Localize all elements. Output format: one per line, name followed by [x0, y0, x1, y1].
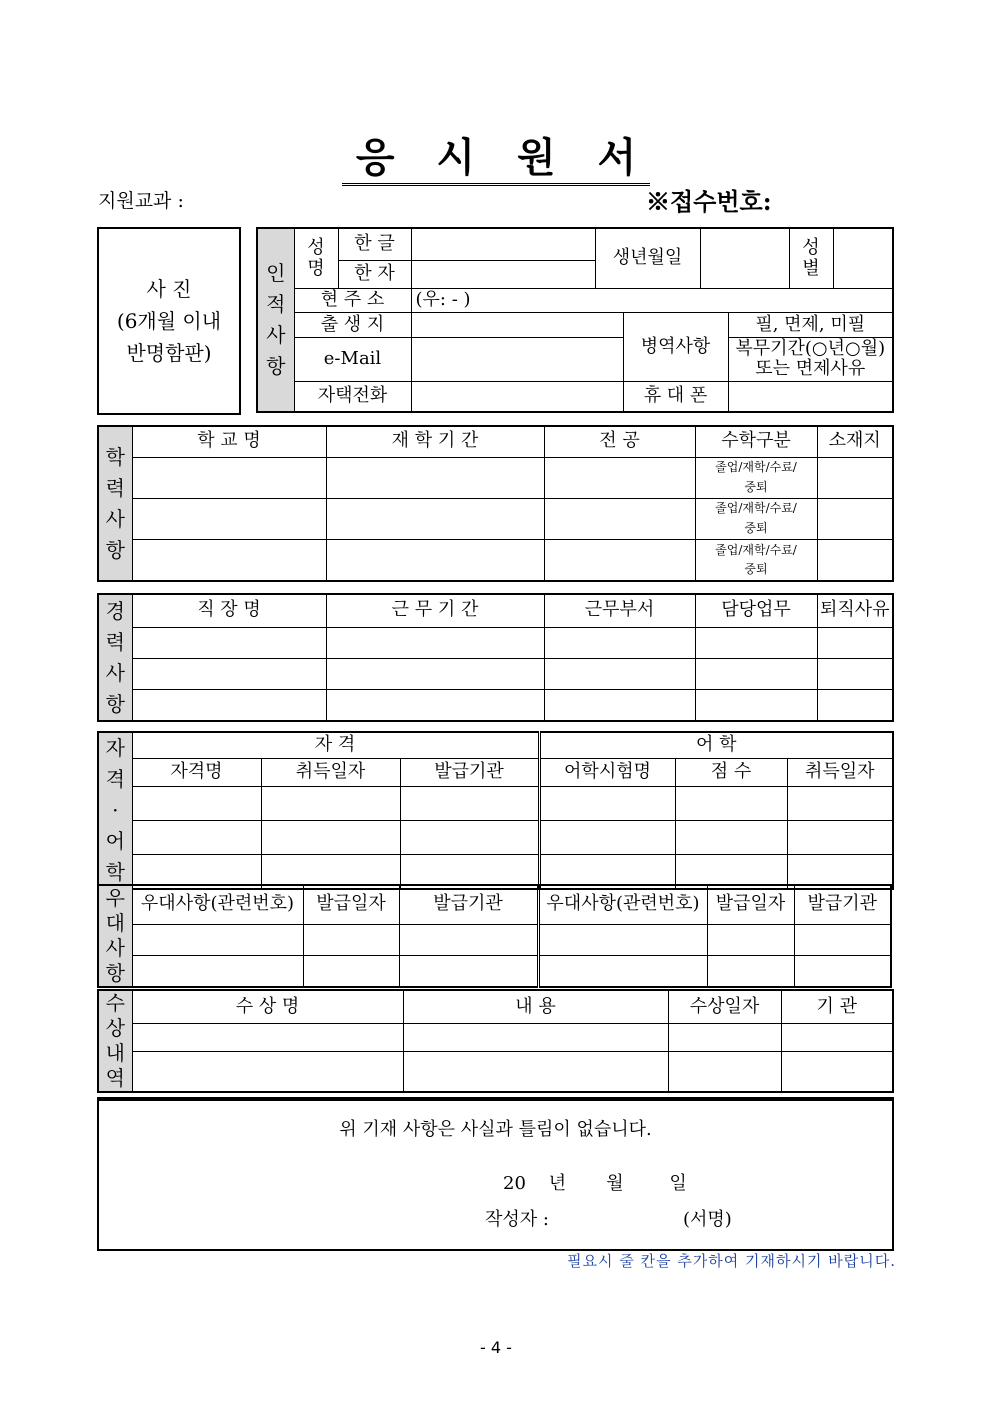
edu-major-field[interactable] [544, 498, 695, 539]
edu-major-field[interactable] [544, 457, 695, 498]
pref-field[interactable] [707, 956, 794, 987]
edu-status-field[interactable]: 졸업/재학/수료/ 중퇴 [695, 539, 817, 581]
career-header-duty: 담당업무 [695, 594, 817, 627]
certification-box [97, 1097, 894, 1251]
certification-date[interactable]: 20 년 월 일 [503, 1173, 687, 1194]
award-header-date: 수상일자 [668, 990, 781, 1023]
military-options[interactable]: 필, 면제, 미필 [728, 313, 893, 337]
edu-status-field[interactable]: 졸업/재학/수료/ 중퇴 [695, 457, 817, 498]
table-row [98, 924, 891, 955]
name-label: 성 명 [294, 228, 338, 289]
award-field[interactable] [781, 1023, 893, 1051]
home-phone-label: 자택전화 [294, 382, 411, 412]
table-row [98, 1051, 893, 1092]
qual-field[interactable] [132, 820, 261, 854]
lang-field[interactable] [787, 820, 893, 854]
qual-header-name: 자격명 [132, 758, 261, 786]
career-field[interactable] [132, 689, 326, 721]
edu-location-field[interactable] [817, 457, 893, 498]
edu-location-field[interactable] [817, 539, 893, 581]
qualification-section-header: 자 격 · 어 학 [98, 732, 132, 889]
photo-note-1: (6개월 이내 [116, 309, 222, 333]
pref-header-date-2: 발급일자 [707, 885, 794, 924]
pref-header-item: 우대사항(관련번호) [132, 885, 303, 924]
pref-header-issuer: 발급기관 [399, 885, 538, 924]
career-header-company: 직 장 명 [132, 594, 326, 627]
home-phone-field[interactable] [411, 382, 623, 412]
pref-header-item-2: 우대사항(관련번호) [538, 885, 707, 924]
table-row [98, 787, 893, 821]
award-header-name: 수 상 명 [132, 990, 403, 1023]
table-row [98, 457, 893, 498]
edu-header-location: 소재지 [817, 426, 893, 457]
career-field[interactable] [326, 627, 544, 658]
language-group-header: 어 학 [539, 732, 893, 758]
awards-table [97, 989, 894, 1093]
personal-info-table [256, 227, 894, 413]
page-number: - 4 - [480, 1338, 512, 1357]
photo-note-2: 반명함판) [126, 341, 212, 365]
edu-header-major: 전 공 [544, 426, 695, 457]
qual-field[interactable] [261, 787, 400, 821]
lang-field[interactable] [539, 820, 675, 854]
edu-location-field[interactable] [817, 498, 893, 539]
career-field[interactable] [544, 658, 695, 689]
gender-label: 성 별 [789, 228, 833, 289]
qualification-group-header: 자 격 [132, 732, 539, 758]
mobile-label: 휴 대 폰 [623, 382, 728, 412]
award-header-content: 내 용 [403, 990, 668, 1023]
education-table [97, 425, 894, 582]
edu-period-field[interactable] [326, 498, 544, 539]
email-label: e-Mail [294, 337, 411, 381]
military-reason-text: 또는 면제사유 [755, 358, 866, 380]
edu-header-status: 수학구분 [695, 426, 817, 457]
personal-section-header: 인 적 사 항 [257, 228, 294, 412]
table-row [98, 956, 891, 987]
award-header-org: 기 관 [781, 990, 893, 1023]
subject-label: 지원교과 : [98, 190, 184, 212]
lang-field[interactable] [787, 787, 893, 821]
award-field[interactable] [668, 1023, 781, 1051]
document-title: 응 시 원 서 [0, 126, 992, 183]
address-field[interactable]: (우: - ) [411, 289, 893, 313]
career-header-period: 근 무 기 간 [326, 594, 544, 627]
lang-field[interactable] [539, 787, 675, 821]
name-hangul-field[interactable] [411, 228, 595, 260]
qual-field[interactable] [132, 787, 261, 821]
career-section-header: 경 력 사 항 [98, 594, 132, 721]
footnote: 필요시 줄 칸을 추가하여 기재하시기 바랍니다. [567, 1252, 896, 1270]
edu-header-period: 재 학 기 간 [326, 426, 544, 457]
table-row [98, 627, 893, 658]
career-field[interactable] [695, 689, 817, 721]
pref-field[interactable] [538, 956, 707, 987]
preference-section-header: 우 대 사 항 [98, 885, 132, 987]
career-field[interactable] [817, 627, 893, 658]
award-field[interactable] [132, 1023, 403, 1051]
signature-label[interactable]: (서명) [683, 1209, 732, 1230]
table-row [98, 498, 893, 539]
birthplace-label: 출 생 지 [294, 313, 411, 337]
photo-label: 사 진 [146, 277, 192, 301]
mobile-field[interactable] [728, 382, 893, 412]
table-row [98, 689, 893, 721]
receipt-number-label: ※접수번호: [646, 187, 772, 216]
pref-field[interactable] [399, 924, 538, 955]
hanja-label: 한 자 [338, 260, 411, 288]
career-table [97, 593, 894, 722]
photo-box[interactable] [97, 227, 241, 415]
award-field[interactable] [781, 1051, 893, 1092]
awards-section-header: 수 상 내 역 [98, 990, 132, 1092]
lang-header-score: 점 수 [675, 758, 787, 786]
pref-field[interactable] [794, 924, 891, 955]
birth-label: 생년월일 [595, 228, 700, 289]
career-field[interactable] [817, 689, 893, 721]
pref-field[interactable] [303, 924, 399, 955]
pref-field[interactable] [399, 956, 538, 987]
career-field[interactable] [544, 689, 695, 721]
pref-field[interactable] [707, 924, 794, 955]
career-field[interactable] [132, 658, 326, 689]
qual-field[interactable] [400, 820, 539, 854]
lang-field[interactable] [675, 787, 787, 821]
lang-header-test: 어학시험명 [539, 758, 675, 786]
military-label: 병역사항 [623, 313, 728, 382]
table-row [98, 820, 893, 854]
edu-period-field[interactable] [326, 539, 544, 581]
career-field[interactable] [817, 658, 893, 689]
pref-header-issuer-2: 발급기관 [794, 885, 891, 924]
lang-header-date: 취득일자 [787, 758, 893, 786]
career-header-reason: 퇴직사유 [817, 594, 893, 627]
military-period-text: 복무기간(○년○월) [735, 337, 886, 359]
pref-header-date: 발급일자 [303, 885, 399, 924]
qualification-table [97, 731, 894, 890]
career-field[interactable] [132, 627, 326, 658]
career-field[interactable] [695, 658, 817, 689]
career-header-dept: 근무부서 [544, 594, 695, 627]
certification-statement: 위 기재 사항은 사실과 틀림이 없습니다. [339, 1119, 652, 1140]
qual-field[interactable] [261, 820, 400, 854]
edu-school-field[interactable] [132, 457, 326, 498]
qual-header-issuer: 발급기관 [400, 758, 539, 786]
edu-school-field[interactable] [132, 539, 326, 581]
qual-field[interactable] [400, 787, 539, 821]
name-hanja-field[interactable] [411, 260, 595, 288]
career-field[interactable] [695, 627, 817, 658]
edu-header-school: 학 교 명 [132, 426, 326, 457]
birth-field[interactable] [700, 228, 789, 289]
edu-major-field[interactable] [544, 539, 695, 581]
career-field[interactable] [326, 658, 544, 689]
career-field[interactable] [544, 627, 695, 658]
education-section-header: 학 력 사 항 [98, 426, 132, 581]
edu-status-field[interactable]: 졸업/재학/수료/ 중퇴 [695, 498, 817, 539]
lang-field[interactable] [675, 820, 787, 854]
hangul-label: 한 글 [338, 228, 411, 260]
qual-header-date: 취득일자 [261, 758, 400, 786]
birthplace-field[interactable] [411, 313, 623, 337]
career-field[interactable] [326, 689, 544, 721]
table-row [98, 1023, 893, 1051]
award-field[interactable] [403, 1023, 668, 1051]
pref-field[interactable] [794, 956, 891, 987]
address-label: 현 주 소 [294, 289, 411, 313]
pref-field[interactable] [132, 924, 303, 955]
award-field[interactable] [403, 1051, 668, 1092]
edu-school-field[interactable] [132, 498, 326, 539]
pref-field[interactable] [132, 956, 303, 987]
pref-field[interactable] [303, 956, 399, 987]
military-period-field[interactable] [728, 337, 893, 381]
gender-field[interactable] [833, 228, 893, 289]
award-field[interactable] [132, 1051, 403, 1092]
email-field[interactable] [411, 337, 623, 381]
table-row [98, 658, 893, 689]
preference-table [97, 884, 892, 988]
pref-field[interactable] [538, 924, 707, 955]
edu-period-field[interactable] [326, 457, 544, 498]
table-row [98, 539, 893, 581]
award-field[interactable] [668, 1051, 781, 1092]
writer-label: 작성자 : [485, 1209, 549, 1230]
